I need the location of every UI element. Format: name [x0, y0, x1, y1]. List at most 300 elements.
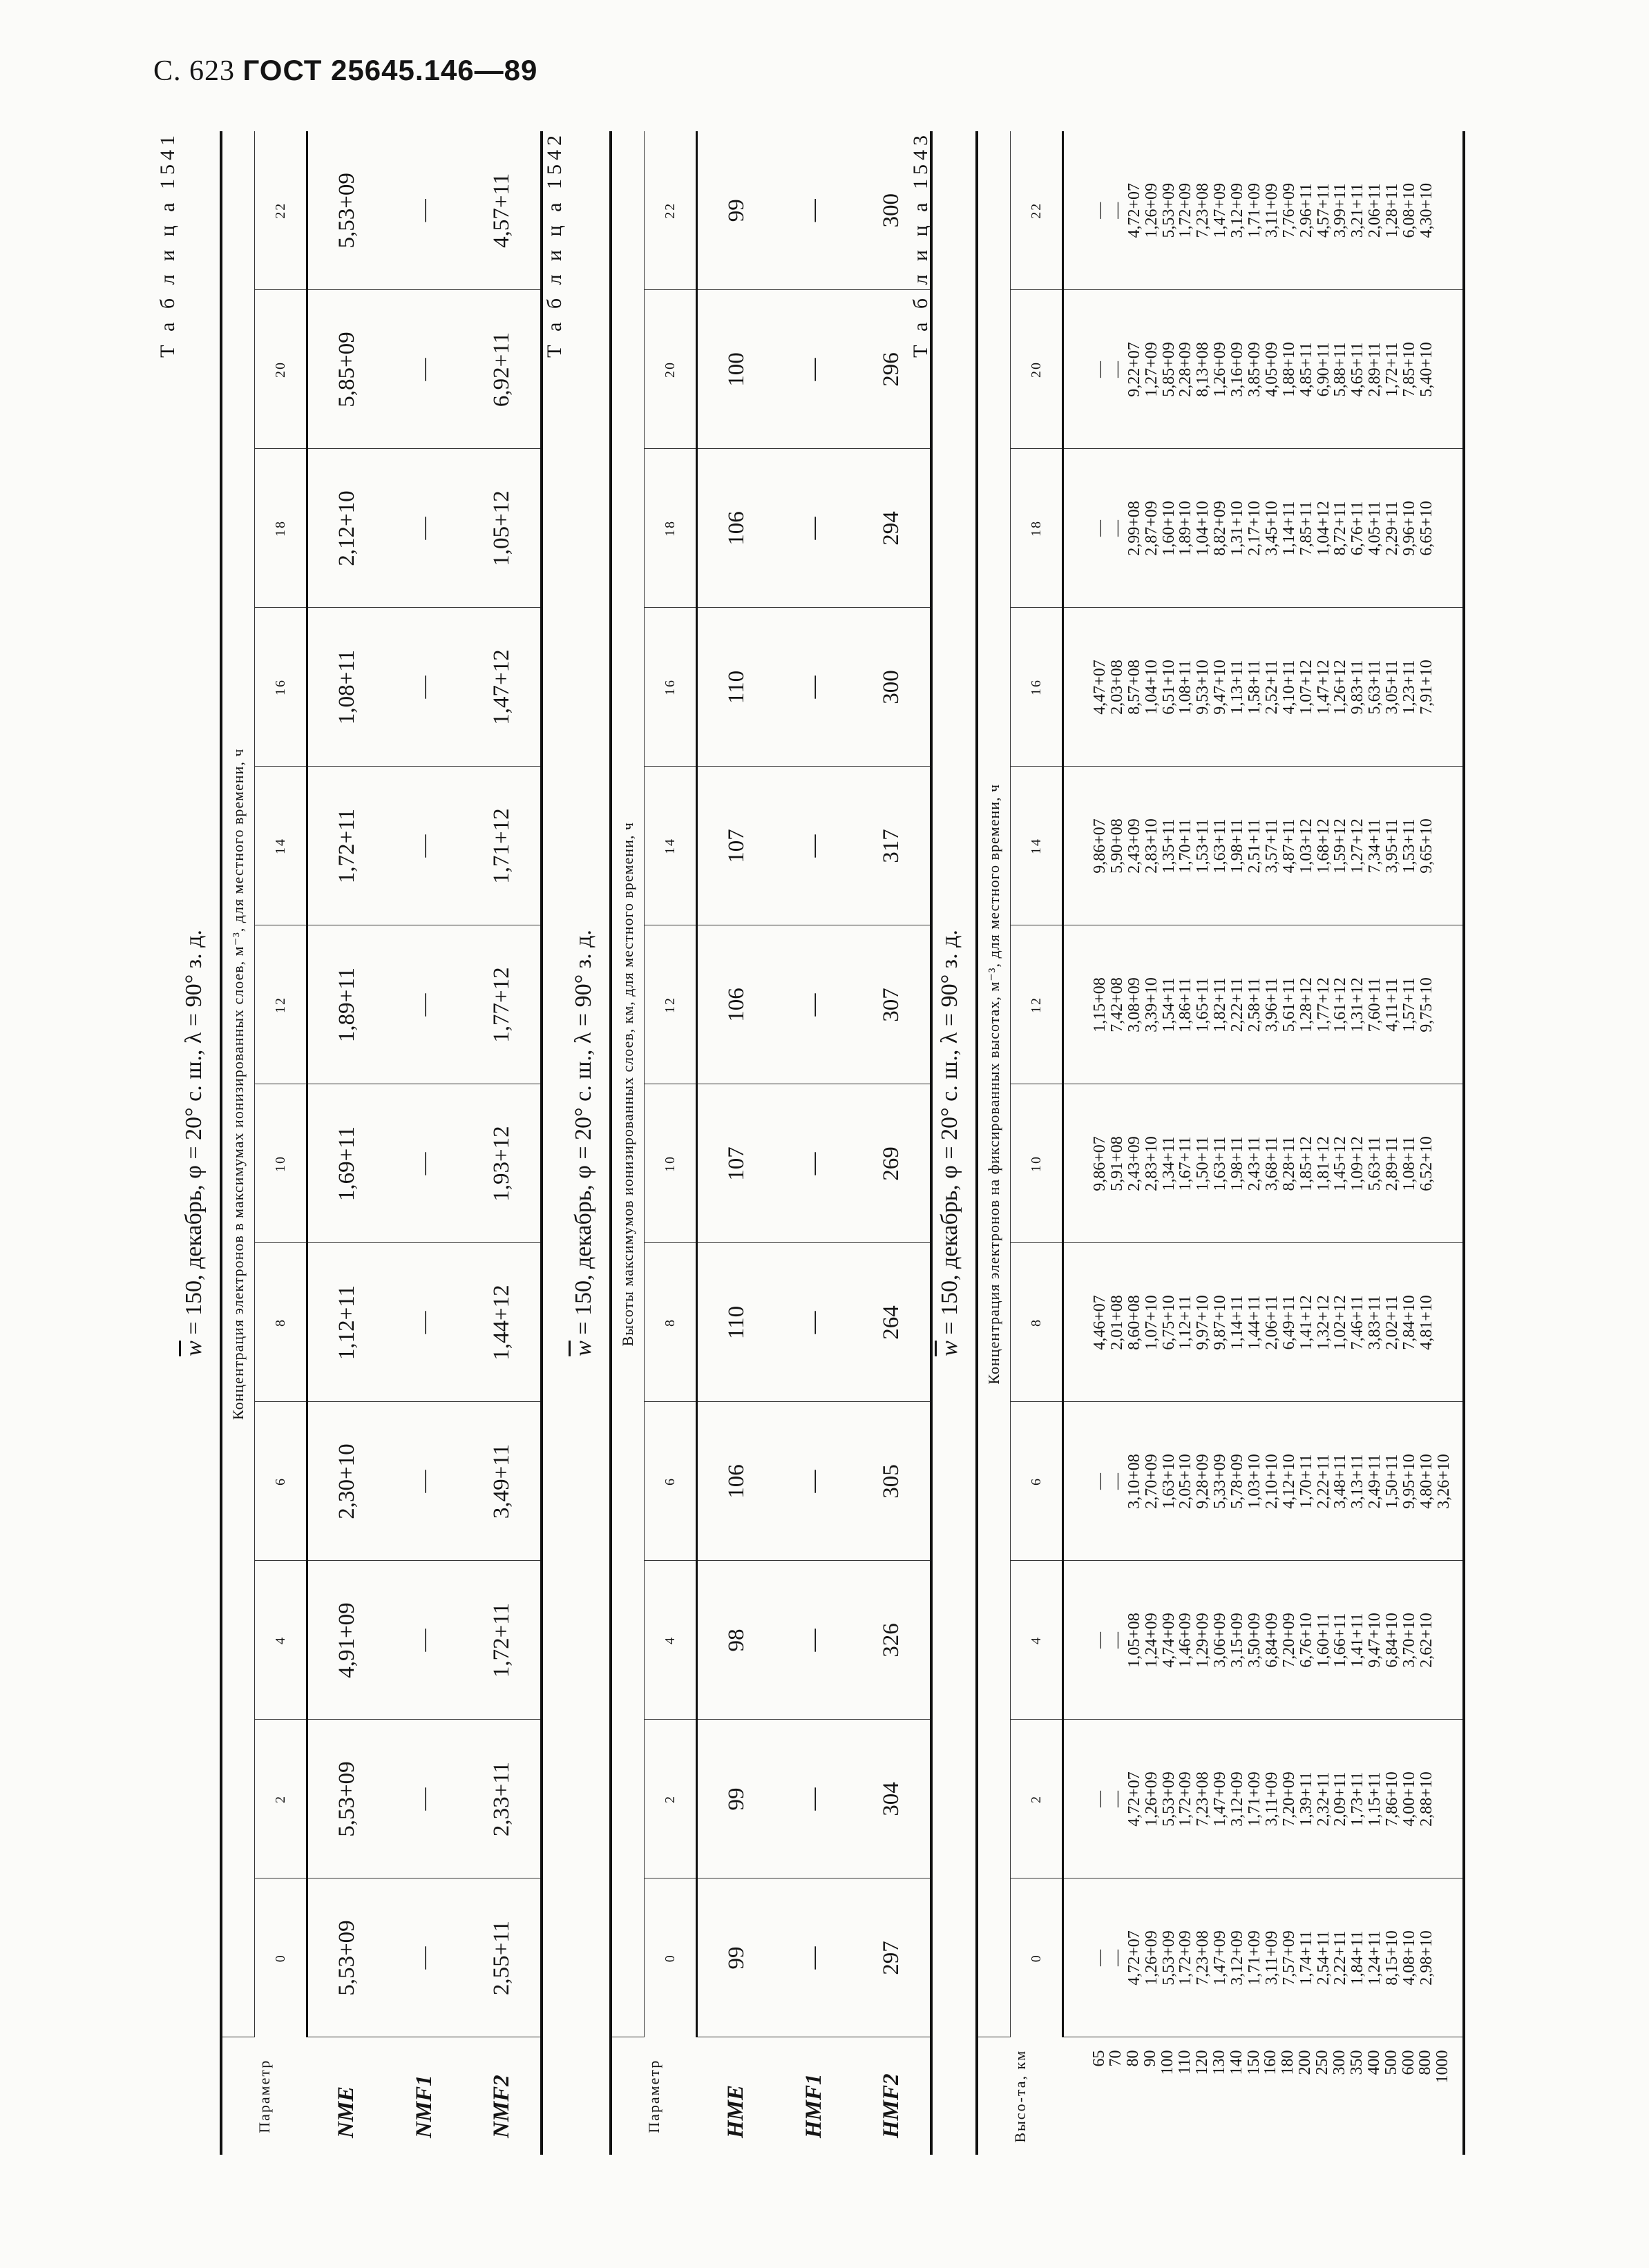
table-cell: 264: [852, 1243, 931, 1402]
hour-header: 0: [255, 1878, 307, 2037]
table-cell: 3,50+09: [1246, 1613, 1264, 1668]
table-cell: 1,23+11: [1400, 660, 1419, 715]
table-cell: 3,10+08: [1125, 1454, 1143, 1509]
table-cell: 1,66+11: [1331, 1613, 1350, 1668]
table-1541: [220, 131, 543, 2155]
table-cell: 297: [852, 1878, 931, 2037]
param-name: NME: [333, 2086, 359, 2138]
table-cell: 3,11+09: [1262, 183, 1281, 238]
table-cell: 1,31+12: [1348, 977, 1367, 1032]
hour-header-row: [1011, 131, 1063, 2155]
table-cell: 3,05+11: [1383, 660, 1402, 715]
table-cell: 9,65+10: [1417, 818, 1436, 874]
altitude-value: 65: [1089, 2050, 1108, 2067]
table-cell: 1,81+12: [1314, 1136, 1333, 1191]
hour-column: [1063, 608, 1464, 767]
table-cell: 1,82+11: [1211, 977, 1230, 1032]
table-cell: 1,09+12: [1348, 1136, 1367, 1191]
table-cell: 1,24+11: [1366, 1930, 1384, 1986]
table-cell: 1,69+11: [307, 1084, 386, 1243]
hour-column: [1063, 131, 1464, 290]
table-cell: —: [1107, 1791, 1126, 1807]
table-cell: 3,15+09: [1228, 1613, 1247, 1668]
table-cell: 1,04+12: [1314, 501, 1333, 556]
table-cell: —: [1091, 202, 1109, 219]
table-cell: 4,05+09: [1262, 342, 1281, 397]
hour-header: 10: [645, 1084, 697, 1243]
table-cell: 6,90+11: [1314, 342, 1333, 397]
hour-header: 20: [255, 290, 307, 449]
table-cell: 269: [852, 1084, 931, 1243]
table-cell: 1,26+09: [1142, 1771, 1161, 1827]
table-cell: 7,23+08: [1194, 182, 1212, 238]
table-cell: 1,84+11: [1348, 1930, 1367, 1986]
table-cell: 1,15+11: [1366, 1771, 1384, 1827]
table-cell: 1,57+11: [1400, 977, 1419, 1032]
table-cell: 3,06+09: [1211, 1613, 1230, 1668]
table-cell: 1,72+11: [1383, 342, 1402, 397]
altitude-value: 200: [1296, 2050, 1315, 2075]
table-cell: 1,67+11: [1176, 1136, 1195, 1191]
altitude-value: 130: [1210, 2050, 1228, 2075]
table-cell: 1,08+11: [1400, 1136, 1419, 1191]
table-cell: 1,93+12: [463, 1084, 542, 1243]
table-cell: [1436, 1720, 1453, 1878]
altitude-value: 90: [1141, 2050, 1160, 2067]
table-cell: —: [385, 1720, 463, 1878]
table-cell: 4,74+09: [1159, 1613, 1178, 1668]
hour-header: 2: [1011, 1720, 1063, 1878]
hour-column: [1063, 1243, 1464, 1402]
table-cell: 1,29+09: [1194, 1613, 1212, 1668]
table-cell: 2,88+10: [1417, 1771, 1436, 1827]
table-cell: —: [1107, 1950, 1126, 1966]
table-cell: 1,58+11: [1246, 660, 1264, 715]
table-cell: 1,41+11: [1348, 1613, 1367, 1668]
hour-header: 2: [645, 1720, 697, 1878]
table-cell: 4,72+07: [1125, 182, 1143, 238]
table-cell: 4,57+11: [463, 131, 542, 290]
hour-header: 14: [255, 767, 307, 925]
table-cell: 4,87+11: [1279, 818, 1298, 874]
altitude-value: 120: [1192, 2050, 1211, 2075]
hour-header: 14: [645, 767, 697, 925]
table-cell: 307: [852, 925, 931, 1084]
table-cell: 7,42+08: [1107, 977, 1126, 1032]
hour-header: 8: [1011, 1243, 1063, 1402]
table-cell: 3,08+09: [1125, 977, 1143, 1032]
table-cell: —: [385, 1561, 463, 1720]
table-cell: 1,53+11: [1194, 818, 1212, 874]
table-cell: 4,08+10: [1400, 1930, 1419, 1986]
table-cell: 7,85+11: [1297, 501, 1315, 556]
table-cell: 110: [697, 1243, 776, 1402]
table-cell: [1436, 608, 1453, 767]
table-cell: 5,78+09: [1228, 1454, 1247, 1509]
group-header: Концентрация электронов в максимумах ионизированных слоев, м⁻³, для местного времени, ч: [221, 131, 255, 2037]
table-cell: 5,53+09: [1159, 182, 1178, 238]
table-cell: 9,47+10: [1211, 660, 1230, 715]
table-cell: 1,70+11: [1176, 818, 1195, 874]
table-label: Т а б л и ц а 1542: [543, 131, 566, 358]
table-cell: 1,15+08: [1091, 977, 1109, 1032]
table-row: [1063, 131, 1464, 2155]
table-cell: —: [775, 925, 852, 1084]
altitude-value: 800: [1416, 2050, 1435, 2075]
table-cell: 304: [852, 1720, 931, 1878]
table-cell: 3,13+11: [1348, 1454, 1367, 1509]
table-cell: 2,43+09: [1125, 818, 1143, 874]
table-cell: —: [1107, 202, 1126, 219]
table-cell: 3,96+11: [1262, 977, 1281, 1032]
hour-header: 8: [645, 1243, 697, 1402]
hour-header: 14: [1011, 767, 1063, 925]
table-cell: 6,52+10: [1417, 1136, 1436, 1191]
table-cell: 7,91+10: [1417, 660, 1436, 715]
table-cell: 3,45+10: [1262, 501, 1281, 556]
table-cell: 1,41+12: [1297, 1295, 1315, 1350]
table-cell: 1,27+12: [1348, 818, 1367, 874]
table-cell: 1,26+09: [1142, 182, 1161, 238]
table-cell: 3,39+10: [1142, 977, 1161, 1032]
table-cell: 7,60+11: [1366, 977, 1384, 1032]
table-cell: —: [385, 131, 463, 290]
table-cell: 1,61+12: [1331, 977, 1350, 1032]
table-cell: 4,10+11: [1279, 660, 1298, 715]
table-body: [697, 131, 932, 2155]
hour-header: 0: [1011, 1878, 1063, 2037]
table-cell: 1,27+09: [1142, 342, 1161, 397]
table-cell: 2,33+11: [463, 1720, 542, 1878]
hour-header: 20: [1011, 290, 1063, 449]
altitude-value: 350: [1347, 2050, 1366, 2075]
table-cell: 4,72+07: [1125, 1771, 1143, 1827]
table-cell: 6,84+10: [1383, 1613, 1402, 1668]
table-cell: —: [385, 767, 463, 925]
table-cell: 6,76+11: [1348, 501, 1367, 556]
table-cell: 1,88+10: [1279, 342, 1298, 397]
hour-header: 18: [645, 449, 697, 608]
table-cell: 2,22+11: [1331, 1930, 1350, 1986]
table-cell: [1436, 131, 1453, 290]
table-cell: 1,26+12: [1331, 660, 1350, 715]
table-cell: 7,46+11: [1348, 1295, 1367, 1350]
table-cell: 1,07+10: [1142, 1295, 1161, 1350]
table-cell: —: [385, 449, 463, 608]
altitude-value: 110: [1175, 2050, 1194, 2075]
table-cell: 7,86+10: [1383, 1771, 1402, 1827]
altitude-column: [1063, 2037, 1464, 2155]
table-cell: 7,85+10: [1400, 342, 1419, 397]
param-name: NMF1: [411, 2075, 437, 2138]
table-cell: [1436, 1244, 1453, 1402]
table-cell: —: [385, 1084, 463, 1243]
altitude-value: 70: [1107, 2050, 1125, 2067]
table-cell: 1,68+12: [1314, 818, 1333, 874]
table-cell: 1,89+10: [1176, 501, 1195, 556]
table-cell: 3,16+09: [1228, 342, 1247, 397]
hour-column: [1063, 925, 1464, 1084]
table-cell: [1436, 767, 1453, 925]
table-cell: 2,43+11: [1246, 1136, 1264, 1191]
table-cell: —: [1091, 361, 1109, 378]
param-header: Параметр: [645, 2059, 663, 2133]
table-cell: 1,73+11: [1348, 1771, 1367, 1827]
table-cell: 6,65+10: [1417, 501, 1436, 556]
hour-header: 22: [1011, 131, 1063, 290]
table-cell: 6,92+11: [463, 290, 542, 449]
table-cell: 99: [697, 131, 776, 290]
hour-header: 6: [1011, 1402, 1063, 1561]
table-cell: 9,97+10: [1194, 1295, 1212, 1350]
table-cell: 5,61+11: [1279, 977, 1298, 1032]
page-header: [153, 54, 537, 88]
table-cell: 2,89+11: [1383, 1136, 1402, 1191]
table-cell: 1,71+09: [1246, 182, 1264, 238]
table-cell: 99: [697, 1720, 776, 1878]
hour-header-row: [255, 131, 307, 2155]
table-cell: 1,14+11: [1279, 501, 1298, 556]
table-cell: 1,72+09: [1176, 1930, 1195, 1986]
table-cell: 1,13+11: [1228, 660, 1247, 715]
table-cell: —: [385, 1243, 463, 1402]
table-cell: 5,33+09: [1211, 1454, 1230, 1509]
table-cell: 2,62+10: [1417, 1613, 1436, 1668]
table-cell: 7,20+09: [1279, 1771, 1298, 1827]
table-cell: 1,26+09: [1211, 342, 1230, 397]
table-cell: 3,70+10: [1400, 1613, 1419, 1668]
table-cell: 1,98+11: [1228, 818, 1247, 874]
table-cell: 1,63+11: [1211, 818, 1230, 874]
table-cell: 1,35+11: [1159, 818, 1178, 874]
table-cell: 1,32+12: [1314, 1295, 1333, 1350]
table-cell: [1436, 291, 1453, 449]
hour-column: [1063, 290, 1464, 449]
table-cell: 3,26+10: [1434, 1454, 1453, 1509]
table-cell: 1,47+12: [463, 608, 542, 767]
table-cell: 2,49+11: [1366, 1454, 1384, 1509]
table-cell: —: [385, 290, 463, 449]
table-cell: 1,05+08: [1125, 1613, 1143, 1668]
table-cell: [1436, 450, 1453, 608]
table-cell: 2,87+09: [1142, 501, 1161, 556]
table-cell: —: [775, 1878, 852, 2037]
table-cell: 2,51+11: [1246, 818, 1264, 874]
table-cell: 9,47+10: [1366, 1613, 1384, 1668]
table-cell: 8,57+08: [1125, 660, 1143, 715]
hour-header: 4: [255, 1561, 307, 1720]
table-cell: 3,11+09: [1262, 1771, 1281, 1827]
table-cell: 1,77+12: [463, 925, 542, 1084]
table-cell: 3,48+11: [1331, 1454, 1350, 1509]
hour-header: 16: [645, 608, 697, 767]
table-cell: —: [1091, 1473, 1109, 1490]
table-cell: 2,43+09: [1125, 1136, 1143, 1191]
table-cell: 1,12+11: [1176, 1295, 1195, 1350]
table-cell: 4,65+11: [1348, 342, 1367, 397]
hour-header-row: [645, 131, 697, 2155]
table-cell: 326: [852, 1561, 931, 1720]
table-cell: 6,84+09: [1262, 1613, 1281, 1668]
table-cell: 1,07+12: [1297, 660, 1315, 715]
altitude-value: 150: [1244, 2050, 1263, 2075]
table-cell: 5,53+09: [307, 1720, 386, 1878]
table-cell: 4,72+07: [1125, 1930, 1143, 1986]
table-cell: 6,49+11: [1279, 1295, 1298, 1350]
table-cell: 1,72+09: [1176, 182, 1195, 238]
table-cell: 4,11+11: [1383, 978, 1402, 1032]
table-cell: 2,10+10: [1262, 1454, 1281, 1509]
table-body: [1063, 131, 1464, 2155]
table-cell: —: [775, 608, 852, 767]
table-cell: —: [1091, 520, 1109, 537]
table-cell: 1,86+11: [1176, 977, 1195, 1032]
table-cell: 2,17+10: [1246, 501, 1264, 556]
table-cell: 4,91+09: [307, 1561, 386, 1720]
table-row: [697, 131, 776, 2155]
table-cell: 3,12+09: [1228, 1771, 1247, 1827]
table-row: [385, 131, 463, 2155]
table-cell: [1436, 1561, 1453, 1720]
table-cell: 4,12+10: [1279, 1454, 1298, 1509]
altitude-value: 100: [1159, 2050, 1177, 2075]
altitude-value: 500: [1382, 2050, 1400, 2075]
table-cell: 2,55+11: [463, 1878, 542, 2037]
table-cell: —: [775, 1084, 852, 1243]
table-cell: 5,53+09: [307, 131, 386, 290]
table-cell: 3,85+09: [1246, 342, 1264, 397]
table-cell: 2,30+10: [307, 1402, 386, 1561]
table-cell: 7,20+09: [1279, 1613, 1298, 1668]
hour-header: 22: [255, 131, 307, 290]
group-header: Концентрация электронов на фиксированных высотах, м⁻³, для местного времени, ч: [977, 131, 1011, 2037]
table-cell: 1,02+12: [1331, 1295, 1350, 1350]
table-cell: —: [775, 131, 852, 290]
table-cell: 4,47+07: [1091, 660, 1109, 715]
table-cell: 3,21+11: [1348, 183, 1367, 238]
table-cell: 2,06+11: [1262, 1295, 1281, 1350]
table-cell: 1,47+09: [1211, 182, 1230, 238]
table-cell: 3,12+09: [1228, 1930, 1247, 1986]
table-cell: 2,58+11: [1246, 977, 1264, 1032]
table-cell: 305: [852, 1402, 931, 1561]
table-cell: [1436, 1879, 1453, 2037]
page-number: С. 623: [153, 55, 236, 87]
table-cell: 5,90+08: [1107, 818, 1126, 874]
table-cell: 5,85+09: [1159, 342, 1178, 397]
table-cell: 2,06+11: [1366, 183, 1384, 238]
table-cell: —: [385, 925, 463, 1084]
table-cell: 8,15+10: [1383, 1930, 1402, 1986]
table-cell: 8,72+11: [1331, 501, 1350, 556]
hour-header: 12: [1011, 925, 1063, 1084]
table-cell: 1,47+09: [1211, 1771, 1230, 1827]
table-cell: 300: [852, 131, 931, 290]
table-cell: —: [775, 767, 852, 925]
table-cell: 2,96+11: [1297, 183, 1315, 238]
table-cell: 6,51+10: [1159, 660, 1178, 715]
table-cell: 6,08+10: [1400, 182, 1419, 238]
table-1543: [975, 131, 1465, 2155]
table-cell: 1,47+12: [1314, 660, 1333, 715]
table-cell: 2,54+11: [1314, 1930, 1333, 1986]
table-cell: 7,84+10: [1400, 1295, 1419, 1350]
table-cell: 1,34+11: [1159, 1136, 1178, 1191]
table-cell: 3,11+09: [1262, 1930, 1281, 1986]
hour-header: 12: [255, 925, 307, 1084]
table-cell: 1,03+12: [1297, 818, 1315, 874]
table-cell: 4,30+10: [1417, 182, 1436, 238]
table-cell: 1,05+12: [463, 449, 542, 608]
table-row: [852, 131, 931, 2155]
table-cell: 1,47+09: [1211, 1930, 1230, 1986]
table-cell: 1,71+09: [1246, 1771, 1264, 1827]
table-cell: —: [1091, 1950, 1109, 1966]
param-name: HMF2: [878, 2073, 904, 2138]
table-row: [775, 131, 852, 2155]
table-cell: 296: [852, 290, 931, 449]
hour-header: 12: [645, 925, 697, 1084]
table-cell: 2,28+09: [1176, 342, 1195, 397]
table-cell: 2,01+08: [1107, 1295, 1126, 1350]
altitude-value: 160: [1261, 2050, 1280, 2075]
hour-column: [1063, 1561, 1464, 1720]
table-cell: 4,85+11: [1297, 342, 1315, 397]
table-cell: 7,23+08: [1194, 1771, 1212, 1827]
table-cell: —: [385, 1878, 463, 2037]
table-cell: 3,99+11: [1331, 183, 1350, 238]
hour-header: 18: [255, 449, 307, 608]
table-cell: 3,12+09: [1228, 182, 1247, 238]
table-cell: 1,46+09: [1176, 1613, 1195, 1668]
table-cell: 9,96+10: [1400, 501, 1419, 556]
table-cell: 1,50+11: [1194, 1136, 1212, 1191]
table-cell: 3,57+11: [1262, 818, 1281, 874]
table-cell: 1,60+11: [1314, 1613, 1333, 1668]
table-cell: 1,53+11: [1400, 818, 1419, 874]
table-caption: $\overline{w} = 150$, декабрь, φ = 20° с. ш., λ = 90° з. д.: [571, 930, 596, 1356]
table-cell: 300: [852, 608, 931, 767]
rotated-content: [153, 131, 1590, 2155]
table-cell: 2,12+10: [307, 449, 386, 608]
table-cell: 1,03+10: [1246, 1454, 1264, 1509]
table-cell: 4,46+07: [1091, 1295, 1109, 1350]
altitude-value: 1000: [1433, 2050, 1452, 2084]
table-cell: 1,63+10: [1159, 1454, 1178, 1509]
param-header: Параметр: [256, 2059, 274, 2133]
hour-header: 0: [645, 1878, 697, 2037]
altitude-value: 400: [1364, 2050, 1383, 2075]
hour-header: 6: [255, 1402, 307, 1561]
table-cell: 5,85+09: [307, 290, 386, 449]
table-cell: 2,52+11: [1262, 660, 1281, 715]
table-cell: 99: [697, 1878, 776, 2037]
table-cell: 1,08+11: [307, 608, 386, 767]
table-cell: 5,88+11: [1331, 342, 1350, 397]
table-cell: 3,83+11: [1366, 1295, 1384, 1350]
table-cell: 6,75+10: [1159, 1295, 1178, 1350]
param-name: HME: [723, 2084, 748, 2138]
table-cell: 1,45+12: [1331, 1136, 1350, 1191]
table-cell: 8,60+08: [1125, 1295, 1143, 1350]
table-cell: —: [385, 608, 463, 767]
table-cell: 1,71+09: [1246, 1930, 1264, 1986]
table-cell: 1,04+10: [1142, 660, 1161, 715]
table-cell: 5,53+09: [1159, 1930, 1178, 1986]
table-cell: —: [775, 1402, 852, 1561]
table-cell: 2,09+11: [1331, 1771, 1350, 1827]
table-cell: 5,53+09: [1159, 1771, 1178, 1827]
